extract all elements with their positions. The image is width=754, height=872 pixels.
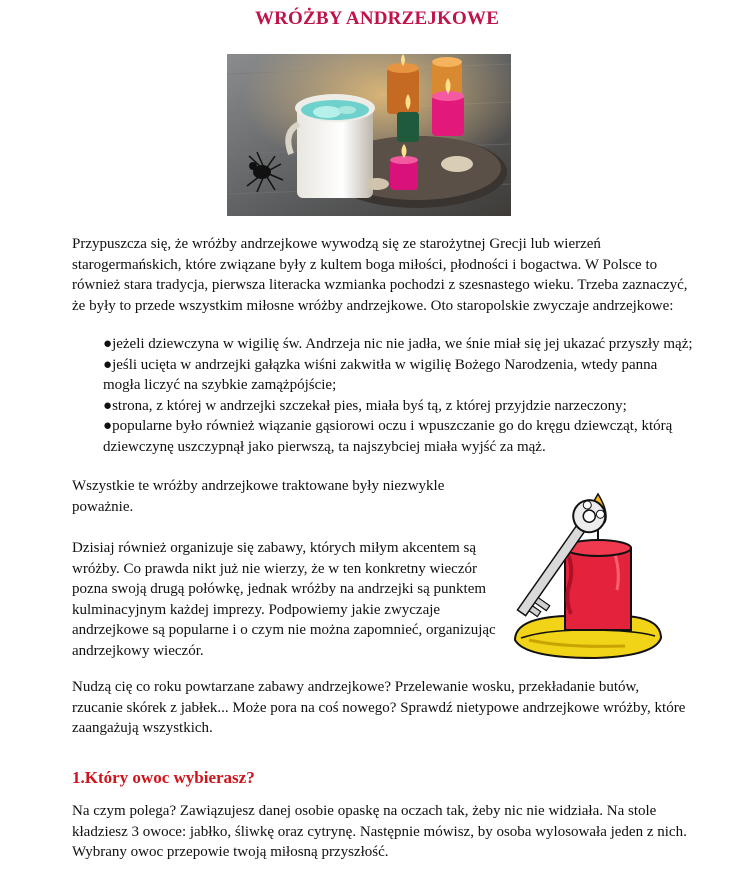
- list-item: [103, 334, 693, 355]
- customs-list: [103, 334, 693, 457]
- paragraph-new-ideas: Nudzą cię co roku powtarzane zabawy andrzejkowe? Przelewanie wosku, przekładanie butów, rzucanie skórek z jabłek... Może pora na coś nowego? Sprawdź nietypowe andrzejkowe wróżby, które zaangażują wszystkich.: [72, 679, 686, 736]
- list-item: [103, 416, 693, 457]
- candles-photo: [227, 54, 511, 216]
- bullet-icon: ●: [103, 418, 113, 434]
- paragraph-fruit-game: Na czym polega? Zawiązujesz danej osobie opaskę na oczach tak, żeby nic nie widziała. Na stole kładziesz 3 owoce: jabłko, śliwkę oraz cytrynę. Następnie mówisz, by osoba wylosowała jeden z nich. Wybrany owoc przepowie twoją miłosną przyszłość.: [72, 803, 687, 860]
- bullet-icon: ●: [103, 336, 113, 352]
- section-heading: 1.Który owoc wybierasz?: [72, 768, 255, 787]
- bullet-icon: ●: [103, 397, 113, 414]
- candles-photo-image: [227, 54, 511, 216]
- list-item: [103, 396, 693, 417]
- list-item: [103, 355, 693, 396]
- intro-paragraph: Przypuszcza się, że wróżby andrzejkowe wywodzą się ze starożytnej Grecji lub wierzeń starogermańskich, które związane były z kultem boga miłości, płodności i bogactwa. W Polsce to również stara tradycja, pierwsza literacka wzmianka pochodzi z szesnastego wieku. Trzeba zaznaczyć, że były to przede wszystkim miłosne wróżby andrzejkowe. Oto staropolskie zwyczaje andrzejkowe:: [72, 236, 688, 314]
- after-list-paragraph: Wszystkie te wróżby andrzejkowe traktowane były niezwykle poważnie.: [72, 478, 445, 515]
- list-item-text: jeśli ucięta w andrzejki gałązka wiśni zakwitła w wigilię Bożego Narodzenia, wtedy panna mogła liczyć na szybkie zamążpójście;: [103, 356, 658, 393]
- bullet-icon: ●: [103, 356, 113, 373]
- list-item-text: strona, z której w andrzejki szczekał pies, miała byś tą, z której przyjdzie narzeczony;: [112, 397, 627, 414]
- page-title: WRÓŻBY ANDRZEJKOWE: [254, 8, 500, 29]
- list-item-text: popularne było również wiązanie gąsiorowi oczu i wpuszczanie go do kręgu dziewcząt, którą dziewczynę uszczypnął jako pierwszą, ta najszybciej miała wyjść za mąż.: [103, 418, 673, 455]
- paragraph-modern-customs: Dzisiaj również organizuje się zabawy, których miłym akcentem są wróżby. Co prawda nikt już nie wierzy, że w ten konkretny wieczór pozna swoją drugą połówkę, jednak wróżby na andrzejki są punktem kulminacyjnym każdej imprezy. Podpowiemy jakie zwyczaje andrzejkowe są popularne i o czym nie można zapomnieć, organizując andrzejkowy wieczór.: [72, 540, 496, 659]
- candle-key-image: [505, 490, 665, 665]
- list-item-text: jeżeli dziewczyna w wigilię św. Andrzeja nic nie jadła, we śnie miał się jej ukazać przyszły mąż;: [112, 336, 693, 352]
- candle-key-illustration: [505, 490, 665, 665]
